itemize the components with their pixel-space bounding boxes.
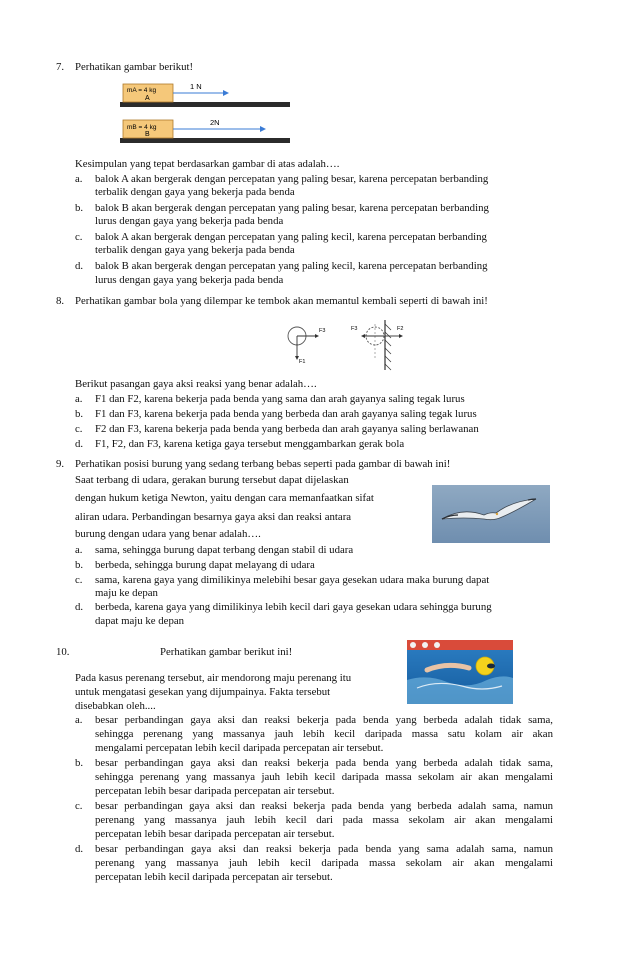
q9-option-c-text: maju ke depan bbox=[95, 587, 158, 599]
swimmer-photo bbox=[407, 640, 513, 704]
q7-prompt: Perhatikan gambar berikut! bbox=[75, 61, 194, 73]
q10-stem-line: disebabkan oleh.... bbox=[75, 700, 156, 712]
q9-option-b-letter: b. bbox=[75, 559, 84, 571]
q7-number: 7. bbox=[56, 61, 65, 73]
option-text: besar perbandingan gaya aksi dan reaksi bekerja pada benda yang berbeda adalah tidak sama, bbox=[95, 757, 553, 769]
label-f3-left: F3 bbox=[319, 328, 326, 334]
surface-b bbox=[120, 138, 290, 143]
option-letter: a. bbox=[75, 714, 83, 726]
q9-stem-line: aliran udara. Perbandingan besarnya gaya aksi dan reaksi antara bbox=[75, 511, 352, 523]
q8-option-d-letter: d. bbox=[75, 438, 84, 450]
option-text: besar perbandingan gaya aksi dan reaksi bekerja pada benda yang berbeda adalah tidak sama, bbox=[95, 714, 553, 726]
q10-stem-line: untuk mengatasi gesekan yang dijumpainya. Fakta tersebut bbox=[75, 686, 331, 698]
option-text: balok A akan bergerak dengan percepatan yang paling kecil, karena percepatan berbanding bbox=[95, 231, 487, 243]
option-text: balok A akan bergerak dengan percepatan yang paling besar, karena percepatan berbanding bbox=[95, 173, 489, 185]
q8-option-c-letter: c. bbox=[75, 423, 83, 435]
option-letter: d. bbox=[75, 843, 84, 855]
label-f2: F2 bbox=[397, 326, 404, 332]
q9-option-a-letter: a. bbox=[75, 544, 83, 556]
label-f1: F1 bbox=[299, 359, 306, 365]
q9-option-c-text: sama, karena gaya yang dimilikinya melebihi besar gaya gesekan udara maka burung dapat bbox=[95, 574, 490, 586]
bird-photo bbox=[432, 485, 550, 543]
q9-prompt: Perhatikan posisi burung yang sedang terbang bebas seperti pada gambar di bawah ini! bbox=[75, 458, 451, 470]
force-arrow-a-head bbox=[223, 90, 229, 96]
option-letter: c. bbox=[75, 231, 83, 243]
q10-stem-line: Pada kasus perenang tersebut, air mendorong maju perenang itu bbox=[75, 672, 352, 684]
gull-icon bbox=[442, 499, 536, 520]
block-a-mass: mA = 4 kg bbox=[127, 87, 157, 94]
q8-number: 8. bbox=[56, 295, 65, 307]
q8-option-d-text: F1, F2, dan F3, karena ketiga gaya tersebut menggambarkan gerak bola bbox=[95, 438, 405, 450]
option-text: perenang yang massanya jauh lebih kecil dari pada massa sekolam air akan mengalami bbox=[95, 814, 553, 826]
option-text: terbalik dengan gaya yang bekerja pada benda bbox=[95, 186, 295, 198]
block-b-mass: mB = 4 kg bbox=[127, 124, 157, 131]
option-text: besar perbandingan gaya aksi dan reaksi bekerja pada benda yang sama adalah sama, namun bbox=[95, 843, 553, 855]
block-a-letter: A bbox=[145, 95, 150, 102]
q8-option-b-letter: b. bbox=[75, 408, 84, 420]
option-text: mengalami percepatan lebih kecil daripada percepatan air tersebut. bbox=[95, 742, 384, 754]
q9-option-d-text: dapat maju ke depan bbox=[95, 615, 185, 627]
option-text: sehingga perenang yang massanya jauh lebih kecil daripada massa satu kolam air akan bbox=[95, 728, 553, 740]
force-a-label: 1 N bbox=[190, 82, 202, 91]
option-letter: c. bbox=[75, 800, 83, 812]
q8-stem: Berikut pasangan gaya aksi reaksi yang benar adalah…. bbox=[75, 378, 317, 390]
option-text: sehingga perenang yang massanya jauh lebih kecil daripada massa sekolam air akan mengalami bbox=[95, 771, 553, 783]
label-f3: F3 bbox=[351, 326, 358, 332]
swimmer-arm bbox=[427, 665, 469, 670]
option-text: balok B akan bergerak dengan percepatan yang paling kecil, karena percepatan berbanding bbox=[95, 260, 488, 272]
q9-stem-line: dengan hukum ketiga Newton, yaitu dengan cara memanfaatkan sifat bbox=[75, 492, 374, 504]
option-text: perenang yang massanya jauh lebih kecil daripada massa sekolam air akan mengalami bbox=[95, 857, 553, 869]
surface-a bbox=[120, 102, 290, 107]
q9-option-c-letter: c. bbox=[75, 574, 83, 586]
option-text: balok B akan bergerak dengan percepatan yang paling besar, karena percepatan berbanding bbox=[95, 202, 489, 214]
option-letter: b. bbox=[75, 202, 84, 214]
q8-option-a-text: F1 dan F2, karena bekerja pada benda yang sama dan arah gayanya saling tegak lurus bbox=[95, 393, 465, 405]
q9-stem-line: Saat terbang di udara, gerakan burung tersebut dapat dijelaskan bbox=[75, 474, 349, 486]
q9-option-d-letter: d. bbox=[75, 601, 84, 613]
q9-option-d-text: berbeda, karena gaya yang dimilikinya lebih kecil dari gaya gesekan udara sehingga burung bbox=[95, 601, 492, 613]
q8-option-b-text: F1 dan F3, karena bekerja pada benda yang berbeda dan arah gayanya saling tegak lurus bbox=[95, 408, 477, 420]
option-text: percepatan lebih besar daripada percepatan air tersebut. bbox=[95, 828, 335, 840]
q10-prompt: Perhatikan gambar berikut ini! bbox=[160, 646, 293, 658]
q9-stem-line: burung dengan udara yang benar adalah…. bbox=[75, 528, 261, 540]
force-b-label: 2N bbox=[210, 118, 220, 127]
q9-option-b-text: berbeda, sehingga burung dapat melayang di udara bbox=[95, 559, 315, 571]
option-text: percepatan lebih kecil daripada percepatan air tersebut. bbox=[95, 871, 333, 883]
option-letter: d. bbox=[75, 260, 84, 272]
q8-ball-wall-figure bbox=[285, 318, 435, 376]
force-arrow-b-head bbox=[260, 126, 266, 132]
option-text: besar perbandingan gaya aksi dan reaksi bekerja pada benda yang berbeda adalah sama, namun bbox=[95, 800, 553, 812]
option-letter: a. bbox=[75, 173, 83, 185]
option-letter: b. bbox=[75, 757, 84, 769]
option-text: lurus dengan gaya yang bekerja pada benda bbox=[95, 215, 284, 227]
goggles bbox=[487, 664, 495, 669]
q8-option-a-letter: a. bbox=[75, 393, 83, 405]
option-text: terbalik dengan gaya yang bekerja pada benda bbox=[95, 244, 295, 256]
q7-blocks-figure bbox=[120, 80, 290, 150]
q8-option-c-text: F2 dan F3, karena bekerja pada benda yang berbeda dan arah gayanya saling berlawanan bbox=[95, 423, 479, 435]
option-text: percepatan lebih besar daripada percepatan air tersebut. bbox=[95, 785, 335, 797]
option-text: lurus dengan gaya yang bekerja pada benda bbox=[95, 274, 284, 286]
q8-prompt: Perhatikan gambar bola yang dilempar ke tembok akan memantul kembali seperti di bawah ini! bbox=[75, 295, 488, 307]
q9-number: 9. bbox=[56, 458, 65, 470]
block-b-letter: B bbox=[145, 131, 150, 138]
q10-number: 10. bbox=[56, 646, 70, 658]
q9-option-a-text: sama, sehingga burung dapat terbang dengan stabil di udara bbox=[95, 544, 354, 556]
q7-stem: Kesimpulan yang tepat berdasarkan gambar di atas adalah…. bbox=[75, 158, 340, 170]
